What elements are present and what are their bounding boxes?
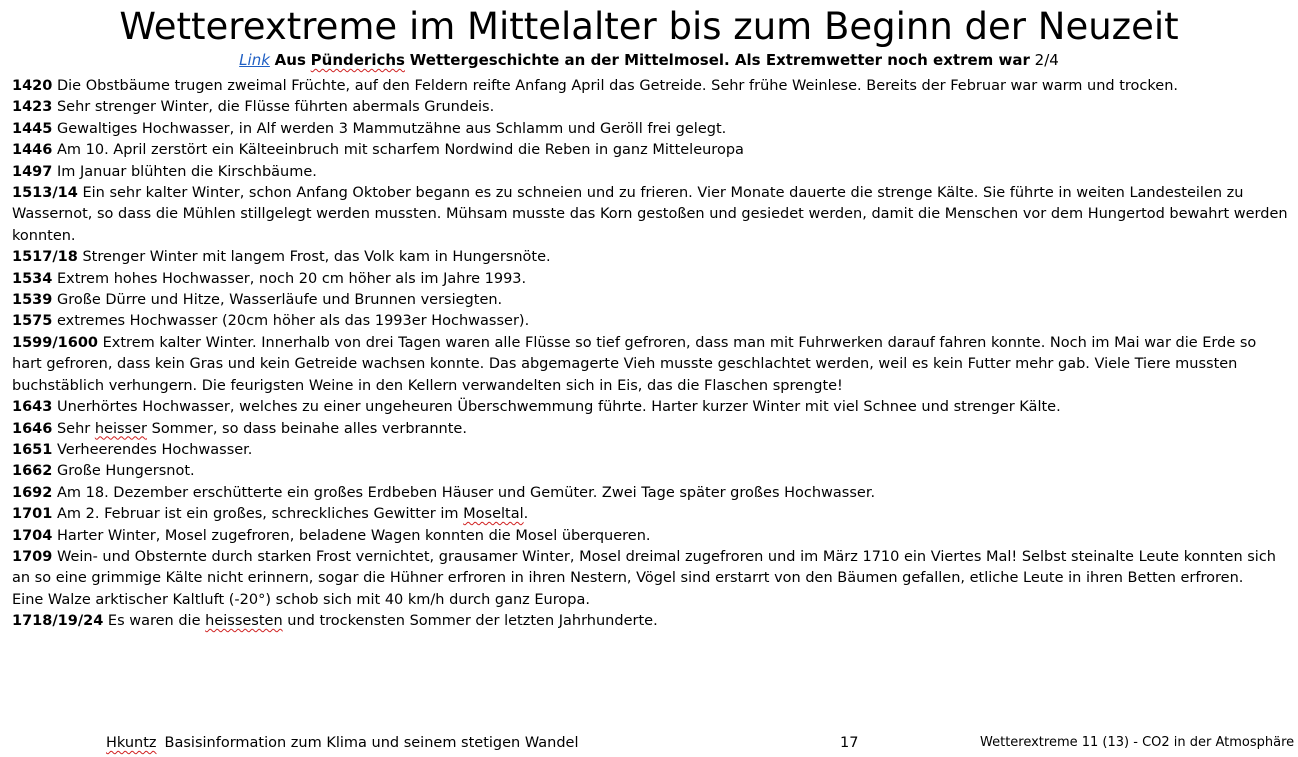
entry-text: . bbox=[523, 506, 529, 523]
entry-1643 bbox=[12, 397, 1290, 418]
source-title: Wettergeschichte an der Mittelmosel. Als Extremwetter noch extrem war bbox=[409, 51, 1030, 69]
entry-1513-14 bbox=[12, 183, 1290, 247]
entry-1709 bbox=[12, 547, 1290, 590]
entry-year: 1513/14 bbox=[12, 185, 78, 202]
entry-year: 1497 bbox=[12, 163, 53, 180]
entry-1646 bbox=[12, 419, 1290, 440]
subtitle bbox=[0, 50, 1298, 70]
entry-text: Ein sehr kalter Winter, schon Anfang Oktober begann es zu schneien und zu frieren. Vier Monate dauerte die strenge Kälte. Sie führte in weiten Landesteilen zu Wassernot, so dass die Mühlen stillgelegt werden mussten. Mühsam musste das Korn gestoßen und gesiedet werden, damit die Menschen vor dem Hungertod bewahrt werden konnten. bbox=[12, 185, 1288, 244]
entry-text: Sommer, so dass beinahe alles verbrannte. bbox=[151, 420, 467, 437]
entry-text: Am 18. Dezember erschütterte ein großes Erdbeben Häuser und Gemüter. Zwei Tage später großes Hochwasser. bbox=[56, 484, 876, 501]
entry-1423 bbox=[12, 97, 1290, 118]
entry-year: 1423 bbox=[12, 99, 53, 116]
entry-arctic-air bbox=[12, 590, 1290, 611]
entry-text: Eine Walze arktischer Kaltluft (-20°) schob sich mit 40 km/h durch ganz Europa. bbox=[12, 591, 590, 608]
entry-year: 1662 bbox=[12, 463, 53, 480]
entry-1651 bbox=[12, 440, 1290, 461]
entry-1718-19-24 bbox=[12, 611, 1290, 632]
entry-text: Große Dürre und Hitze, Wasserläufe und Brunnen versiegten. bbox=[56, 292, 503, 309]
entry-1575 bbox=[12, 311, 1290, 332]
entry-text: Strenger Winter mit langem Frost, das Volk kam in Hungersnöte. bbox=[82, 249, 551, 266]
entry-year: 1517/18 bbox=[12, 249, 78, 266]
footer-description: Basisinformation zum Klima und seinem stetigen Wandel bbox=[164, 735, 579, 751]
footer-right: Wetterextreme 11 (13) - CO2 in der Atmosphäre bbox=[980, 735, 1295, 750]
spellcheck-word: Moseltal bbox=[463, 506, 524, 523]
entry-1534 bbox=[12, 269, 1290, 290]
spellcheck-word: heissesten bbox=[205, 613, 283, 630]
entry-text: Gewaltiges Hochwasser, in Alf werden 3 Mammutzähne aus Schlamm und Geröll frei gelegt. bbox=[56, 120, 727, 137]
entry-text: und trockensten Sommer der letzten Jahrhunderte. bbox=[287, 613, 658, 630]
entry-1517-18 bbox=[12, 247, 1290, 268]
entry-1539 bbox=[12, 290, 1290, 311]
source-link[interactable]: Link bbox=[239, 51, 270, 69]
entry-1662 bbox=[12, 461, 1290, 482]
entry-text: Harter Winter, Mosel zugefroren, beladene Wagen konnten die Mosel überqueren. bbox=[56, 527, 651, 544]
entry-1445 bbox=[12, 119, 1290, 140]
entry-year: 1539 bbox=[12, 292, 53, 309]
entry-text: Sehr strenger Winter, die Flüsse führten abermals Grundeis. bbox=[56, 99, 495, 116]
entry-text: Es waren die bbox=[107, 613, 201, 630]
entry-1497 bbox=[12, 162, 1290, 183]
entry-text: Wein- und Obsternte durch starken Frost vernichtet, grausamer Winter, Mosel dreimal zugefroren und im März 1710 ein Viertes Mal! Selbst steinalte Leute konnten sich an so eine grimmige Kälte nicht erinnern, sogar die Hühner erfroren in ihren Nestern, Vögel sind erstarrt von den Bäumen gefallen, etliche Leute in ihren Betten erfroren. bbox=[12, 548, 1276, 587]
entry-text: Die Obstbäume trugen zweimal Früchte, auf den Feldern reifte Anfang April das Getreide. Sehr frühe Weinlese. Bereits der Februar war warm und trocken. bbox=[56, 78, 1178, 94]
page-indicator: 2/4 bbox=[1034, 51, 1059, 69]
entry-1420 bbox=[12, 76, 1290, 97]
entry-text: Extrem hohes Hochwasser, noch 20 cm höher als im Jahre 1993. bbox=[56, 270, 527, 287]
entry-1692 bbox=[12, 483, 1290, 504]
entry-text: Sehr bbox=[56, 420, 91, 437]
entry-year: 1692 bbox=[12, 484, 53, 501]
slide-number: 17 bbox=[840, 735, 859, 751]
entry-year: 1599/1600 bbox=[12, 334, 99, 351]
entry-text: Verheerendes Hochwasser. bbox=[56, 441, 253, 458]
entry-year: 1651 bbox=[12, 441, 53, 458]
spellcheck-word: heisser bbox=[94, 420, 147, 437]
entry-year: 1575 bbox=[12, 313, 53, 330]
entry-year: 1643 bbox=[12, 399, 53, 416]
entry-text: Am 10. April zerstört ein Kälteeinbruch mit scharfem Nordwind die Reben in ganz Mitteleuropa bbox=[56, 142, 744, 159]
page-title: Wetterextreme im Mittelalter bis zum Beginn der Neuzeit bbox=[119, 5, 1179, 48]
source-word: Pünderichs bbox=[310, 51, 405, 69]
entry-year: 1420 bbox=[12, 78, 53, 94]
entry-text: Extrem kalter Winter. Innerhalb von drei Tagen waren alle Flüsse so tief gefroren, dass man mit Fuhrwerken darauf fahren konnte. Noch im Mai war die Erde so hart gefroren, dass kein Gras und kein Getreide wachsen konnte. Das abgemagerte Vieh musste geschlachtet werden, weil es kein Futter mehr gab. Viele Tiere mussten buchstäblich verhungern. Die feurigsten Weine in den Kellern verwandelten sich in Eis, das die Flaschen sprengte! bbox=[12, 334, 1257, 394]
entry-year: 1704 bbox=[12, 527, 53, 544]
footer-author: Hkuntz bbox=[106, 735, 157, 751]
weather-chronicle bbox=[12, 76, 1290, 633]
entry-1599-1600 bbox=[12, 333, 1290, 397]
entry-year: 1445 bbox=[12, 120, 53, 137]
entry-text: Am 2. Februar ist ein großes, schreckliches Gewitter im bbox=[56, 506, 459, 523]
entry-text: extremes Hochwasser (20cm höher als das 1993er Hochwasser). bbox=[56, 313, 530, 330]
source-prefix: Aus bbox=[274, 51, 306, 69]
entry-year: 1701 bbox=[12, 506, 53, 523]
entry-year: 1646 bbox=[12, 420, 53, 437]
entry-year: 1534 bbox=[12, 270, 53, 287]
footer-left bbox=[106, 733, 579, 753]
entry-text: Unerhörtes Hochwasser, welches zu einer ungeheuren Überschwemmung führte. Harter kurzer Winter mit viel Schnee und strenger Kälte. bbox=[56, 399, 1061, 416]
entry-year: 1709 bbox=[12, 548, 53, 565]
entry-year: 1718/19/24 bbox=[12, 613, 104, 630]
entry-text: Große Hungersnot. bbox=[56, 463, 195, 480]
entry-1701 bbox=[12, 504, 1290, 525]
entry-text: Im Januar blühten die Kirschbäume. bbox=[56, 163, 317, 180]
entry-year: 1446 bbox=[12, 142, 53, 159]
entry-1704 bbox=[12, 526, 1290, 547]
entry-1446 bbox=[12, 140, 1290, 161]
